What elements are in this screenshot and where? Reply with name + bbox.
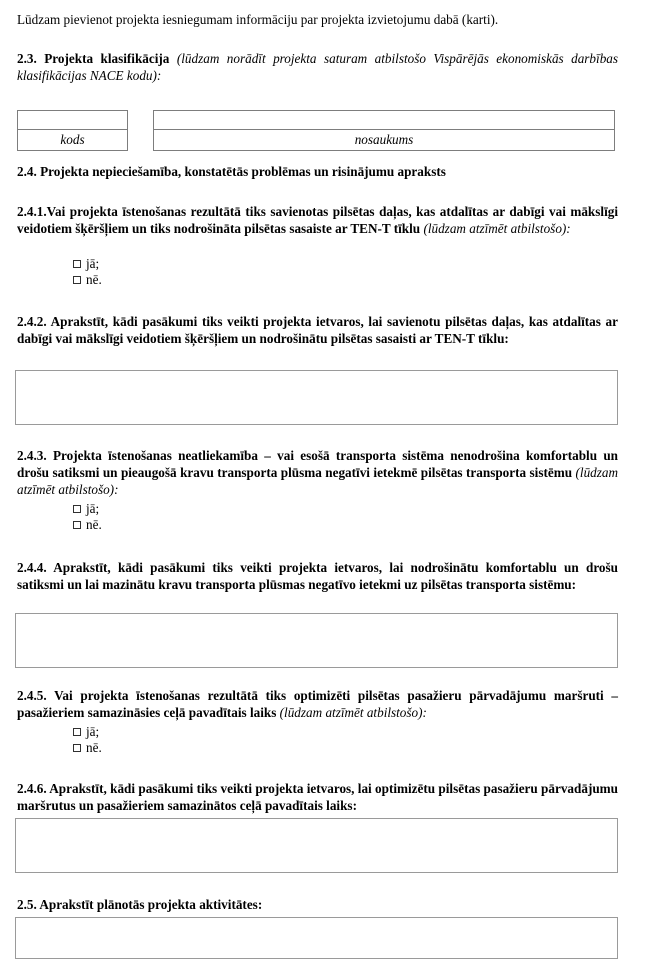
section-2-4-3-question [17, 447, 618, 498]
section-2-4-4-text: 2.4.4. Aprakstīt, kādi pasākumi tiks veikti projekta ietvaros, lai nodrošinātu komfortablu un drošu satiksmi un lai mazinātu kravu transporta plūsmas negatīvo ietekmi uz pilsētas transporta sistēmu [17, 560, 618, 593]
checkbox-icon[interactable] [73, 744, 81, 752]
section-2-4-2-text: 2.4.2. Aprakstīt, kādi pasākumi tiks veikti projekta ietvaros, lai savienotu pilsētas daļas, kas atdalītas ar dabīgi vai mākslīgi veidotiem šķēršļiem un nodrošinātu pilsētas sasaisti ar TEN-T tīklu [17, 314, 618, 347]
checkbox-icon[interactable] [73, 728, 81, 736]
section-2-3-title: 2.3. Projekta klasifikācija [17, 51, 170, 66]
option-yes-label: jā; [86, 724, 100, 739]
section-2-5-question [17, 896, 618, 913]
checkbox-icon[interactable] [73, 276, 81, 284]
nace-code-table [17, 110, 128, 151]
option-yes[interactable] [73, 724, 102, 740]
section-2-4-3-hint: (lūdzam atzīmēt atbilstošo): [17, 465, 619, 498]
section-2-4-2-answer-field[interactable] [15, 370, 618, 425]
section-2-4-heading: 2.4. Projekta nepieciešamība, konstatētās problēmas un risinājumu apraksts [17, 164, 446, 179]
option-no-label: nē. [86, 272, 102, 288]
checkbox-icon[interactable] [73, 260, 81, 268]
section-2-4-2-question [17, 313, 618, 347]
option-no-label: nē. [86, 517, 102, 533]
option-yes[interactable] [73, 256, 102, 272]
section-2-4-5-question [17, 687, 618, 721]
nace-name-table [153, 110, 615, 151]
section-2-5-answer-field[interactable] [15, 917, 618, 959]
option-no[interactable] [73, 740, 102, 756]
intro-note-text: Lūdzam pievienot projekta iesniegumam informāciju par projekta izvietojumu dabā (karti). [17, 12, 499, 27]
section-2-4-1-question [17, 203, 618, 237]
section-2-4-3-options [73, 501, 102, 533]
section-2-3-heading [17, 50, 618, 84]
option-yes-label: jā; [86, 256, 100, 271]
option-no[interactable] [73, 272, 102, 288]
option-no[interactable] [73, 517, 102, 533]
nace-code-input[interactable] [18, 111, 127, 130]
checkbox-icon[interactable] [73, 521, 81, 529]
section-2-4-6-question [17, 780, 618, 814]
nace-name-label: nosaukums [354, 132, 414, 147]
section-2-4-5-hint: (lūdzam atzīmēt atbilstošo): [279, 705, 427, 721]
option-yes[interactable] [73, 501, 102, 517]
intro-note [17, 12, 618, 29]
section-2-4-1-text: 2.4.1.Vai projekta īstenošanas rezultātā tiks savienotas pilsētas daļas, kas atdalītas ar dabīgi vai mākslīgi veidotiem šķēršļiem un tiks nodrošināta pilsētas sasaiste ar TEN-T tīklu [17, 204, 618, 237]
section-2-4-6-answer-field[interactable] [15, 818, 618, 873]
section-2-4-5-text: 2.4.5. Vai projekta īstenošanas rezultātā tiks optimizēti pilsētas pasažieru pārvadājumu maršruti – pasažieriem samazināsies ceļā pavadītais laiks [17, 688, 618, 721]
section-2-4-4-colon: : [571, 577, 577, 593]
nace-code-label: kods [60, 132, 85, 147]
section-2-4-4-answer-field[interactable] [15, 613, 618, 668]
section-2-4-1-hint: (lūdzam atzīmēt atbilstošo): [423, 221, 571, 237]
section-2-3-hint: (lūdzam norādīt projekta saturam atbilstošo Vispārējās ekonomiskās darbības klasifikācijas NACE kodu): [17, 51, 619, 84]
section-2-4-1-options [73, 256, 102, 288]
nace-name-input[interactable] [154, 111, 614, 130]
option-yes-label: jā; [86, 501, 100, 516]
section-2-4-6-colon: : [352, 798, 357, 814]
checkbox-icon[interactable] [73, 505, 81, 513]
option-no-label: nē. [86, 740, 102, 756]
section-2-4-4-question [17, 559, 618, 593]
section-2-4-5-options [73, 724, 102, 756]
section-2-4-2-colon: : [504, 331, 509, 347]
section-2-5-text: 2.5. Aprakstīt plānotās projekta aktivitātes [17, 897, 258, 912]
section-2-4-6-text: 2.4.6. Aprakstīt, kādi pasākumi tiks veikti projekta ietvaros, lai optimizētu pilsētas pasažieru pārvadājumu maršrutus un pasažieriem samazinātos ceļā pavadītais laiks [17, 781, 618, 814]
section-2-5-colon: : [257, 897, 263, 912]
section-2-4-3-text: 2.4.3. Projekta īstenošanas neatliekamība – vai esošā transporta sistēma nenodrošina komfortablu un drošu satiksmi un pieaugošā kravu transporta plūsma negatīvi ietekmē pilsētas transporta sistēmu [17, 448, 618, 481]
